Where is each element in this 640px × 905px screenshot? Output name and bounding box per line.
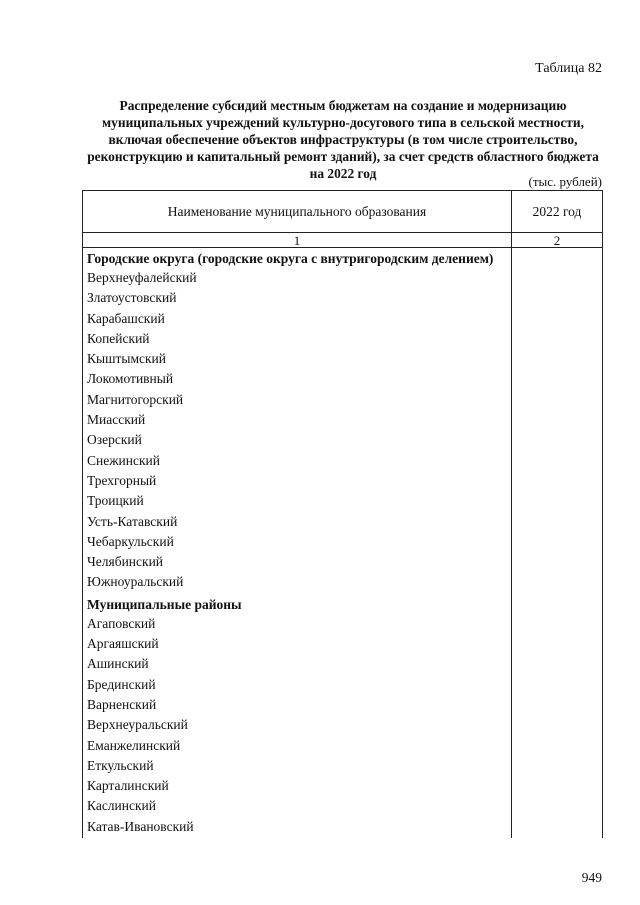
municipality-name: Снежинский — [83, 452, 512, 472]
amount-cell — [512, 757, 603, 777]
municipality-name: Миасский — [83, 411, 512, 431]
municipality-name: Копейский — [83, 330, 512, 350]
document-title: Распределение субсидий местным бюджетам на создание и модернизацию муниципальных учреждений культурно-досугового типа в сельской местности, включая обеспечение объектов инфраструктуры (в том числе строительство, реконструкцию и капитальный ремонт зданий), за счет средств областного бюджета на 2022 год — [87, 98, 599, 181]
table-row — [83, 676, 603, 696]
group-row — [83, 248, 603, 270]
amount-cell — [512, 777, 603, 797]
table-row — [83, 615, 603, 635]
subsidy-table — [82, 190, 603, 838]
amount-cell — [512, 553, 603, 573]
municipality-name: Верхнеуральский — [83, 716, 512, 736]
municipality-name: Кыштымский — [83, 350, 512, 370]
table-row — [83, 797, 603, 817]
table-row — [83, 289, 603, 309]
header-col-number-1: 1 — [83, 233, 512, 248]
municipality-name: Карабашский — [83, 310, 512, 330]
group-value — [512, 594, 603, 615]
table-row — [83, 777, 603, 797]
municipality-name: Аргаяшский — [83, 635, 512, 655]
municipality-name: Златоустовский — [83, 289, 512, 309]
amount-cell — [512, 411, 603, 431]
units-note: (тыс. рублей) — [528, 174, 602, 189]
amount-cell — [512, 452, 603, 472]
table-row — [83, 492, 603, 512]
amount-cell — [512, 797, 603, 817]
table-row — [83, 452, 603, 472]
municipality-name: Магнитогорский — [83, 391, 512, 411]
header-year: 2022 год — [512, 191, 603, 233]
municipality-name: Агаповский — [83, 615, 512, 635]
amount-cell — [512, 716, 603, 736]
table-row — [83, 350, 603, 370]
amount-cell — [512, 391, 603, 411]
amount-cell — [512, 737, 603, 757]
municipality-name: Каслинский — [83, 797, 512, 817]
table-row — [83, 472, 603, 492]
table-row — [83, 391, 603, 411]
group-value — [512, 248, 603, 270]
amount-cell — [512, 269, 603, 289]
municipality-name: Катав-Ивановский — [83, 818, 512, 838]
amount-cell — [512, 513, 603, 533]
table-row — [83, 310, 603, 330]
amount-cell — [512, 655, 603, 675]
municipality-name: Усть-Катавский — [83, 513, 512, 533]
amount-cell — [512, 615, 603, 635]
amount-cell — [512, 533, 603, 553]
amount-cell — [512, 310, 603, 330]
municipality-name: Верхнеуфалейский — [83, 269, 512, 289]
page-number: 949 — [581, 870, 602, 885]
amount-cell — [512, 289, 603, 309]
municipality-name: Еманжелинский — [83, 737, 512, 757]
amount-cell — [512, 330, 603, 350]
table-row — [83, 513, 603, 533]
table-row — [83, 533, 603, 553]
amount-cell — [512, 492, 603, 512]
municipality-name: Челябинский — [83, 553, 512, 573]
table-row — [83, 431, 603, 451]
table-row — [83, 655, 603, 675]
table-row — [83, 269, 603, 289]
municipality-name: Карталинский — [83, 777, 512, 797]
municipality-name: Ашинский — [83, 655, 512, 675]
amount-cell — [512, 573, 603, 593]
table-row — [83, 411, 603, 431]
amount-cell — [512, 818, 603, 838]
table-row — [83, 635, 603, 655]
municipality-name: Озерский — [83, 431, 512, 451]
header-col-number-2: 2 — [512, 233, 603, 248]
amount-cell — [512, 350, 603, 370]
amount-cell — [512, 676, 603, 696]
table-row — [83, 696, 603, 716]
municipality-name: Брединский — [83, 676, 512, 696]
municipality-name: Троицкий — [83, 492, 512, 512]
table-row — [83, 330, 603, 350]
table-row — [83, 716, 603, 736]
table-row — [83, 818, 603, 838]
table-body — [83, 248, 603, 839]
table-row — [83, 370, 603, 390]
municipality-name: Еткульский — [83, 757, 512, 777]
amount-cell — [512, 370, 603, 390]
municipality-name: Локомотивный — [83, 370, 512, 390]
amount-cell — [512, 696, 603, 716]
table-row — [83, 757, 603, 777]
municipality-name: Трехгорный — [83, 472, 512, 492]
municipality-name: Южноуральский — [83, 573, 512, 593]
group-title: Городские округа (городские округа с внутригородским делением) — [83, 248, 512, 270]
amount-cell — [512, 472, 603, 492]
amount-cell — [512, 635, 603, 655]
table-row — [83, 553, 603, 573]
amount-cell — [512, 431, 603, 451]
group-row — [83, 594, 603, 615]
table-row — [83, 737, 603, 757]
municipality-name: Чебаркульский — [83, 533, 512, 553]
group-title: Муниципальные районы — [83, 594, 512, 615]
header-municipality: Наименование муниципального образования — [83, 191, 512, 233]
municipality-name: Варненский — [83, 696, 512, 716]
table-label: Таблица 82 — [535, 61, 602, 76]
table-row — [83, 573, 603, 593]
